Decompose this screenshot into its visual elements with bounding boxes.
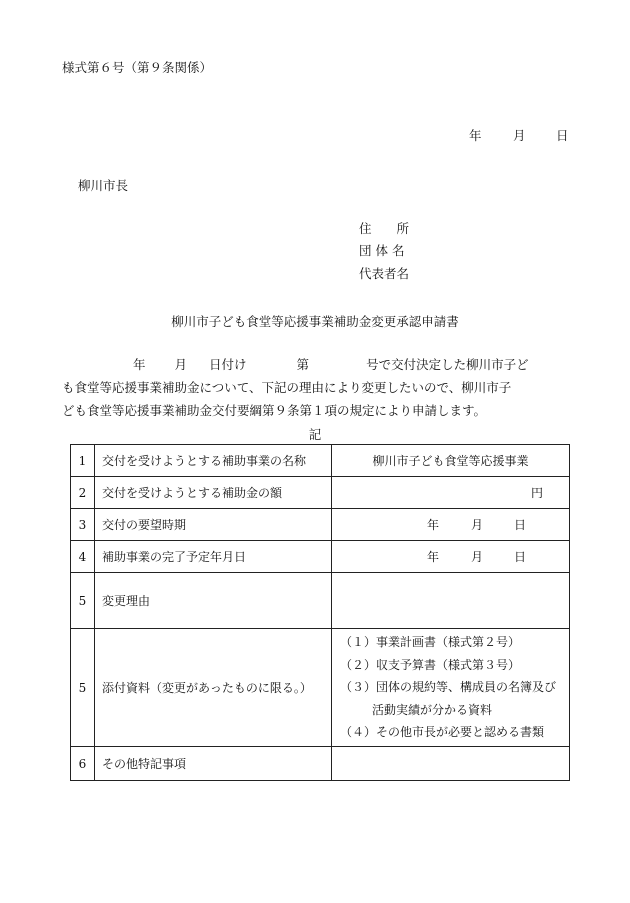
table-row: [71, 629, 570, 747]
row-number: 3: [71, 509, 95, 541]
body-day-dated: 日付け: [209, 357, 247, 372]
table-row: [71, 509, 570, 541]
row-number: 2: [71, 477, 95, 509]
request-date-value: [332, 509, 570, 541]
body-line-3: ども食堂等応援事業補助金交付要綱第９条第１項の規定により申請します。: [62, 403, 487, 418]
table-row: [71, 747, 570, 781]
row-label: 補助事業の完了予定年月日: [95, 541, 332, 573]
table-row: [71, 541, 570, 573]
row-label: 交付を受けようとする補助事業の名称: [95, 445, 332, 477]
sender-address-label: 住 所: [359, 221, 410, 236]
body-year: 年: [133, 357, 146, 372]
completion-date-value: [332, 541, 570, 573]
row-label: 変更理由: [95, 573, 332, 629]
completion-day: 日: [514, 550, 527, 564]
row-number: 1: [71, 445, 95, 477]
row-label: 交付を受けようとする補助金の額: [95, 477, 332, 509]
body-line1-tail: 号で交付決定した柳川市子ど: [366, 357, 529, 372]
row-number: 5: [71, 629, 95, 747]
request-year: 年: [427, 518, 440, 532]
body-month: 月: [174, 357, 188, 372]
document-title: 柳川市子ども食堂等応援事業補助金変更承認申請書: [171, 314, 459, 329]
table-row: [71, 445, 570, 477]
completion-year: 年: [427, 550, 440, 564]
date-year: 年: [469, 128, 482, 143]
body-dai: 第: [296, 357, 310, 372]
sender-org-label: 団 体 名: [359, 243, 405, 258]
ki-heading: 記: [308, 427, 322, 442]
table-row: [71, 573, 570, 629]
sender-rep-label: 代表者名: [359, 266, 410, 281]
change-reason-value: [332, 573, 570, 629]
body-line-1: [62, 355, 529, 373]
date-day: 日: [556, 128, 569, 143]
info-table: [70, 444, 570, 781]
date-line: [469, 126, 569, 144]
attachments-list: [332, 629, 570, 747]
row-number: 4: [71, 541, 95, 573]
row-label: 交付の要望時期: [95, 509, 332, 541]
row-number: 5: [71, 573, 95, 629]
completion-month: 月: [471, 550, 484, 564]
attachment-item: （４）その他市長が必要と認める書類: [340, 725, 545, 740]
row-label: 添付資料（変更があったものに限る。）: [95, 629, 332, 747]
body-line-2: も食堂等応援事業補助金について、下記の理由により変更したいので、柳川市子: [62, 380, 512, 395]
other-notes-value: [332, 747, 570, 781]
table-row: [71, 477, 570, 509]
amount-value: 円: [332, 477, 570, 509]
attachment-item: （２）収支予算書（様式第３号）: [340, 657, 521, 672]
attachment-item: 活動実績が分かる資料: [372, 702, 493, 717]
attachment-item: （１）事業計画書（様式第２号）: [340, 635, 521, 650]
date-month: 月: [513, 128, 526, 143]
row-number: 6: [71, 747, 95, 781]
project-name-value: 柳川市子ども食堂等応援事業: [332, 445, 570, 477]
attachment-item: （３）団体の規約等、構成員の名簿及び: [340, 680, 557, 695]
form-number: 様式第６号（第９条関係）: [62, 60, 213, 75]
row-label: その他特記事項: [95, 747, 332, 781]
request-day: 日: [514, 518, 527, 532]
addressee: 柳川市長: [78, 178, 129, 193]
request-month: 月: [471, 518, 484, 532]
